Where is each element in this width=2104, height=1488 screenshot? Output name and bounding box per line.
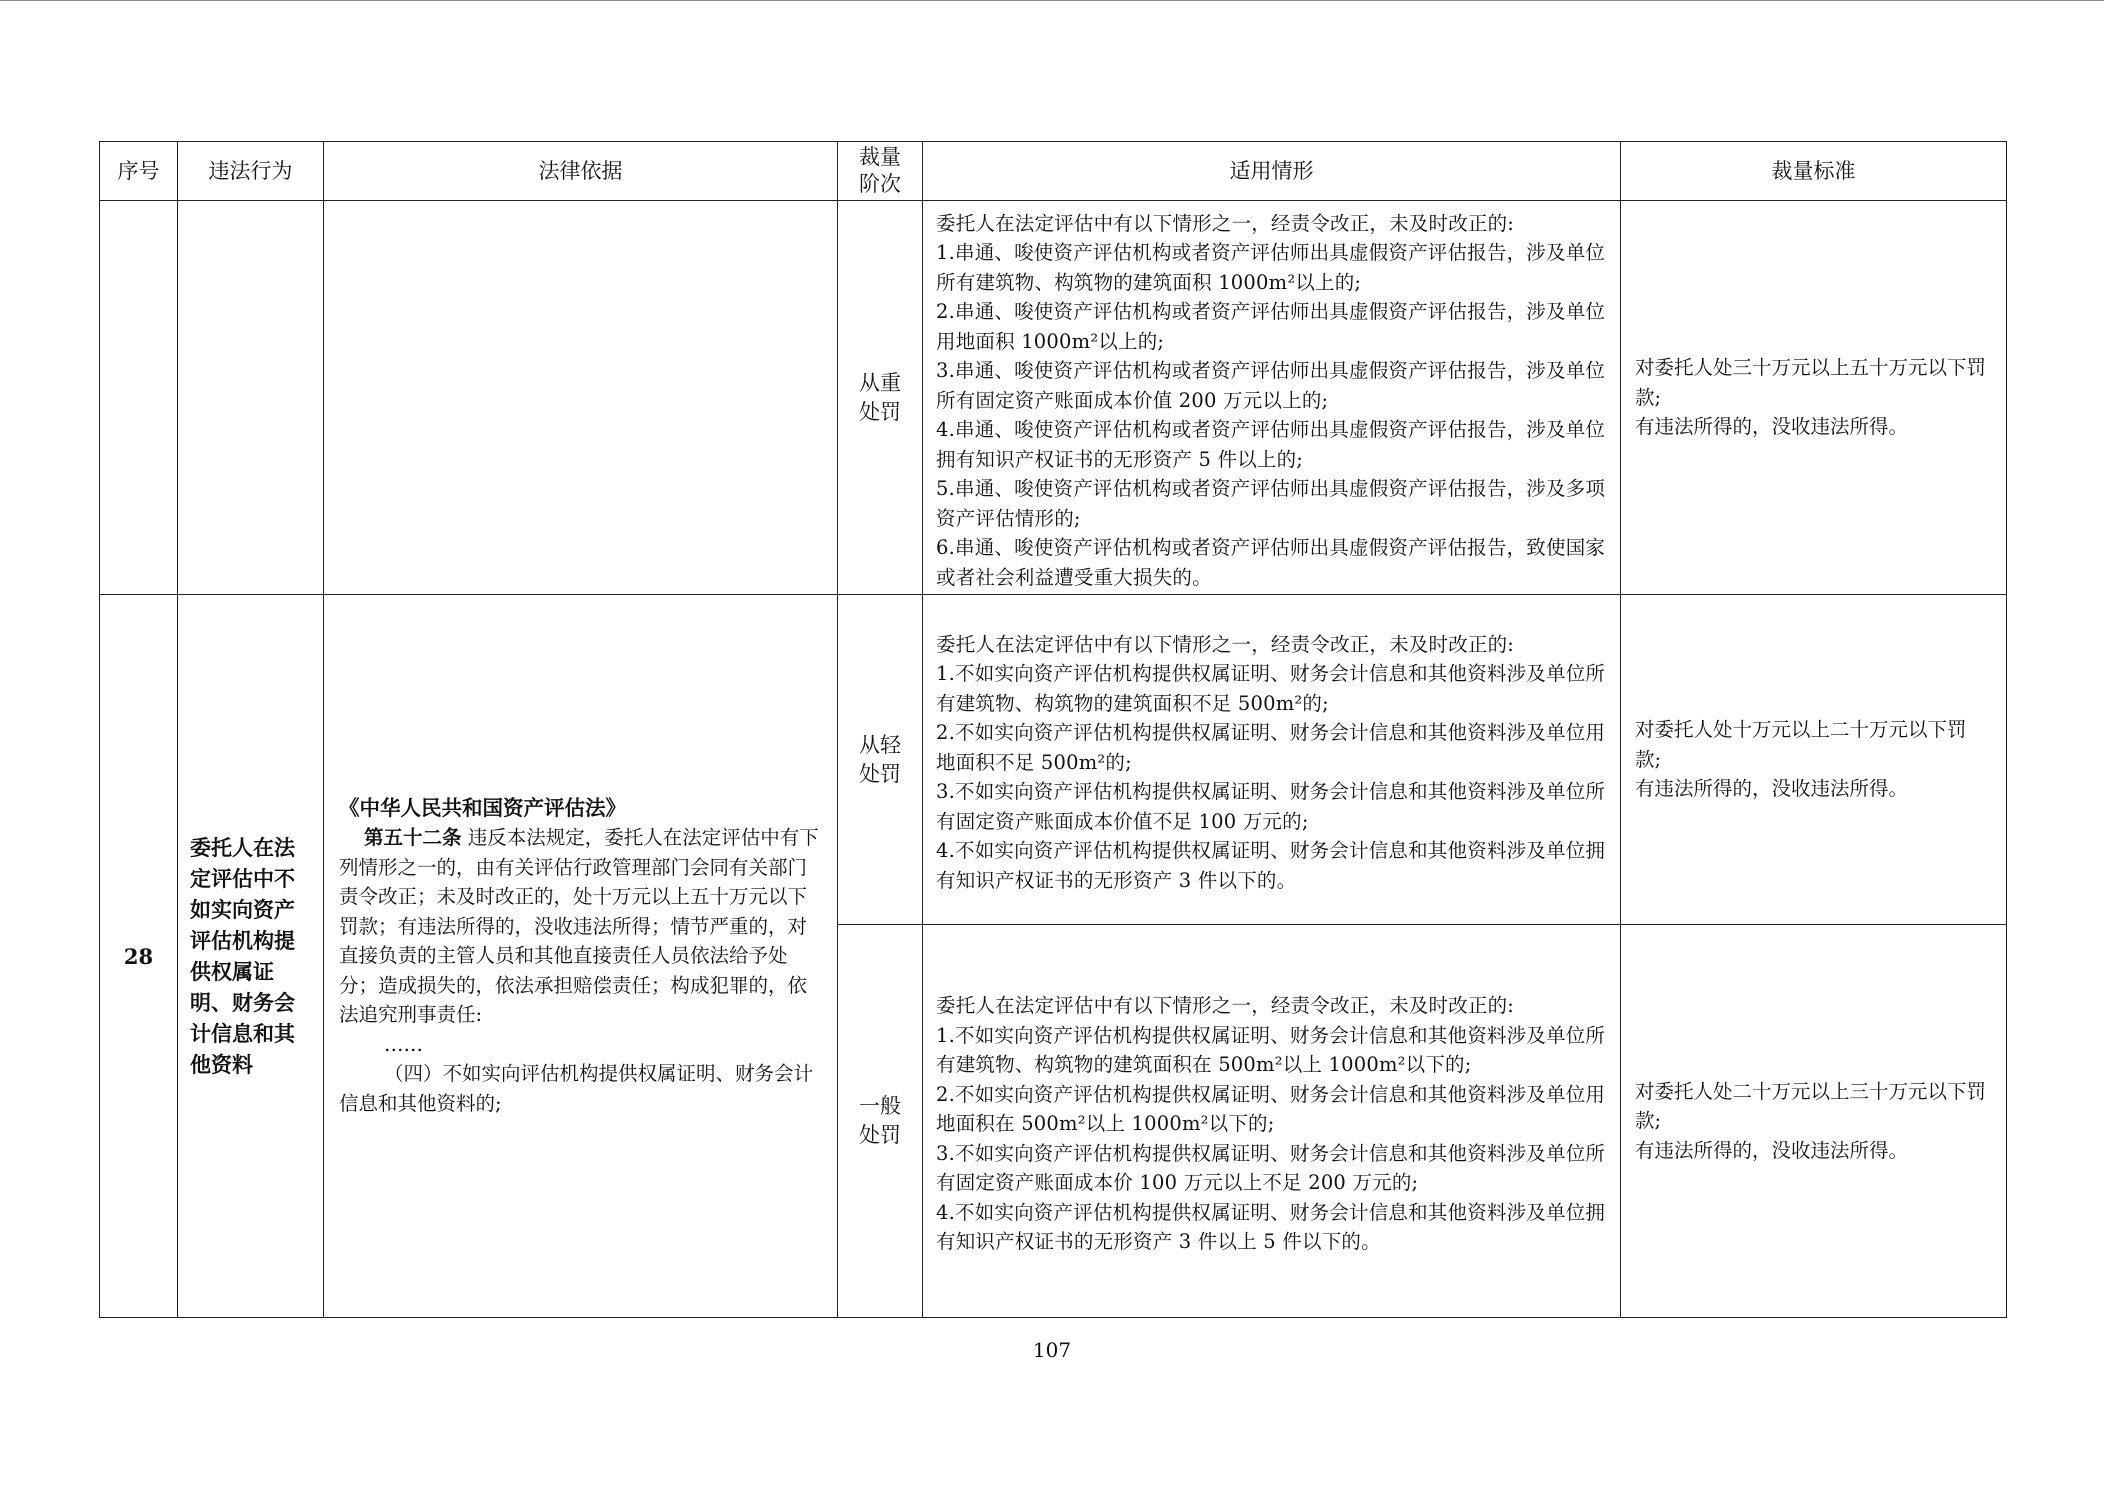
header-standard: 裁量标准 [1621,142,2007,201]
level-line1: 从轻 [859,732,901,757]
header-seq: 序号 [100,142,178,201]
standard-line: 对委托人处三十万元以上五十万元以下罚款; [1635,356,1987,409]
conditions-cell [923,925,1621,1318]
standard-cell [1621,925,2007,1318]
level-line1: 一般 [859,1094,901,1118]
condition-line: 1.不如实向资产评估机构提供权属证明、财务会计信息和其他资料涉及单位所有建筑物、构筑物的建筑面积不足 500m²的; [936,662,1606,715]
condition-line: 3.串通、唆使资产评估机构或者资产评估师出具虚假资产评估报告，涉及单位所有固定资产账面成本价值 200 万元以上的; [936,359,1606,412]
law-clause: （四）不如实向评估机构提供权属证明、财务会计信息和其他资料的; [339,1062,814,1115]
standard-line: 有违法所得的，没收违法所得。 [1635,777,1909,801]
condition-line: 2.不如实向资产评估机构提供权属证明、财务会计信息和其他资料涉及单位用地面积在 500m²以上 1000m²以下的; [936,1082,1606,1136]
header-level-line2: 阶次 [859,172,901,196]
seq-cell: 28 [100,595,178,1318]
seq-cell [100,201,178,595]
condition-line: 4.串通、唆使资产评估机构或者资产评估师出具虚假资产评估报告，涉及单位拥有知识产权证书的无形资产 5 件以上的; [936,418,1606,471]
level-line2: 处罚 [859,761,901,786]
level-line2: 处罚 [859,1123,901,1147]
table-header-row [100,142,2007,201]
conditions-cell [923,595,1621,925]
header-conditions: 适用情形 [923,142,1621,201]
level-cell [838,201,923,595]
standard-cell [1621,201,2007,595]
level-cell [838,595,923,925]
condition-line: 1.串通、唆使资产评估机构或者资产评估师出具虚假资产评估报告，涉及单位所有建筑物、构筑物的建筑面积 1000m²以上的; [936,241,1606,294]
header-level [838,142,923,201]
level-cell [838,925,923,1318]
condition-line: 2.不如实向资产评估机构提供权属证明、财务会计信息和其他资料涉及单位用地面积不足 500m²的; [936,721,1606,774]
header-level-line1: 裁量 [859,145,901,169]
article-text: 违反本法规定，委托人在法定评估中有下列情形之一的，由有关评估行政管理部门会同有关部门责令改正；未及时改正的，处十万元以上五十万元以下罚款；有违法所得的，没收违法所得；情节严重的，对直接负责的主管人员和其他直接责任人员依法给予处分；造成损失的，依法承担赔偿责任；构成犯罪的，依法追究刑事责任: [339,826,819,1027]
standard-line: 有违法所得的，没收违法所得。 [1635,415,1909,439]
condition-line: 3.不如实向资产评估机构提供权属证明、财务会计信息和其他资料涉及单位所有固定资产账面成本价 100 万元以上不足 200 万元的; [936,1141,1606,1195]
conditions-cell [923,201,1621,595]
standard-line: 有违法所得的，没收违法所得。 [1635,1138,1909,1162]
standard-line: 对委托人处二十万元以上三十万元以下罚款; [1635,1079,1987,1133]
table-row [100,201,2007,595]
condition-line: 委托人在法定评估中有以下情形之一，经责令改正，未及时改正的: [936,632,1515,656]
level-line2: 处罚 [859,399,901,424]
header-legal-basis: 法律依据 [324,142,838,201]
condition-line: 委托人在法定评估中有以下情形之一，经责令改正，未及时改正的: [936,994,1515,1018]
condition-line: 委托人在法定评估中有以下情形之一，经责令改正，未及时改正的: [936,211,1515,235]
top-border [0,0,2104,1]
legal-basis-cell [324,595,838,1318]
standard-line: 对委托人处十万元以上二十万元以下罚款; [1635,718,1967,771]
standard-cell [1621,595,2007,925]
law-title: 《中华人民共和国资产评估法》 [339,795,626,820]
article-number: 第五十二条 [364,826,462,850]
condition-line: 4.不如实向资产评估机构提供权属证明、财务会计信息和其他资料涉及单位拥有知识产权证书的无形资产 3 件以下的。 [936,839,1606,892]
violation-cell: 委托人在法定评估中不如实向资产评估机构提供权属证明、财务会计信息和其他资料 [178,595,324,1318]
table-row [100,595,2007,925]
condition-line: 3.不如实向资产评估机构提供权属证明、财务会计信息和其他资料涉及单位所有固定资产账面成本价值不足 100 万元的; [936,780,1606,833]
header-violation: 违法行为 [178,142,324,201]
page-number: 107 [1032,1338,1072,1362]
level-line1: 从重 [859,370,901,395]
condition-line: 2.串通、唆使资产评估机构或者资产评估师出具虚假资产评估报告，涉及单位用地面积 1000m²以上的; [936,300,1606,353]
penalty-discretion-table [99,141,2007,1318]
condition-line: 5.串通、唆使资产评估机构或者资产评估师出具虚假资产评估报告，涉及多项资产评估情形的; [936,477,1606,530]
law-ellipsis: …… [384,1032,423,1056]
condition-line: 6.串通、唆使资产评估机构或者资产评估师出具虚假资产评估报告，致使国家或者社会利益遭受重大损失的。 [936,536,1606,589]
violation-cell [178,201,324,595]
law-article [339,823,825,1030]
condition-line: 4.不如实向资产评估机构提供权属证明、财务会计信息和其他资料涉及单位拥有知识产权证书的无形资产 3 件以上 5 件以下的。 [936,1200,1606,1254]
condition-line: 1.不如实向资产评估机构提供权属证明、财务会计信息和其他资料涉及单位所有建筑物、构筑物的建筑面积在 500m²以上 1000m²以下的; [936,1023,1606,1077]
legal-basis-cell [324,201,838,595]
